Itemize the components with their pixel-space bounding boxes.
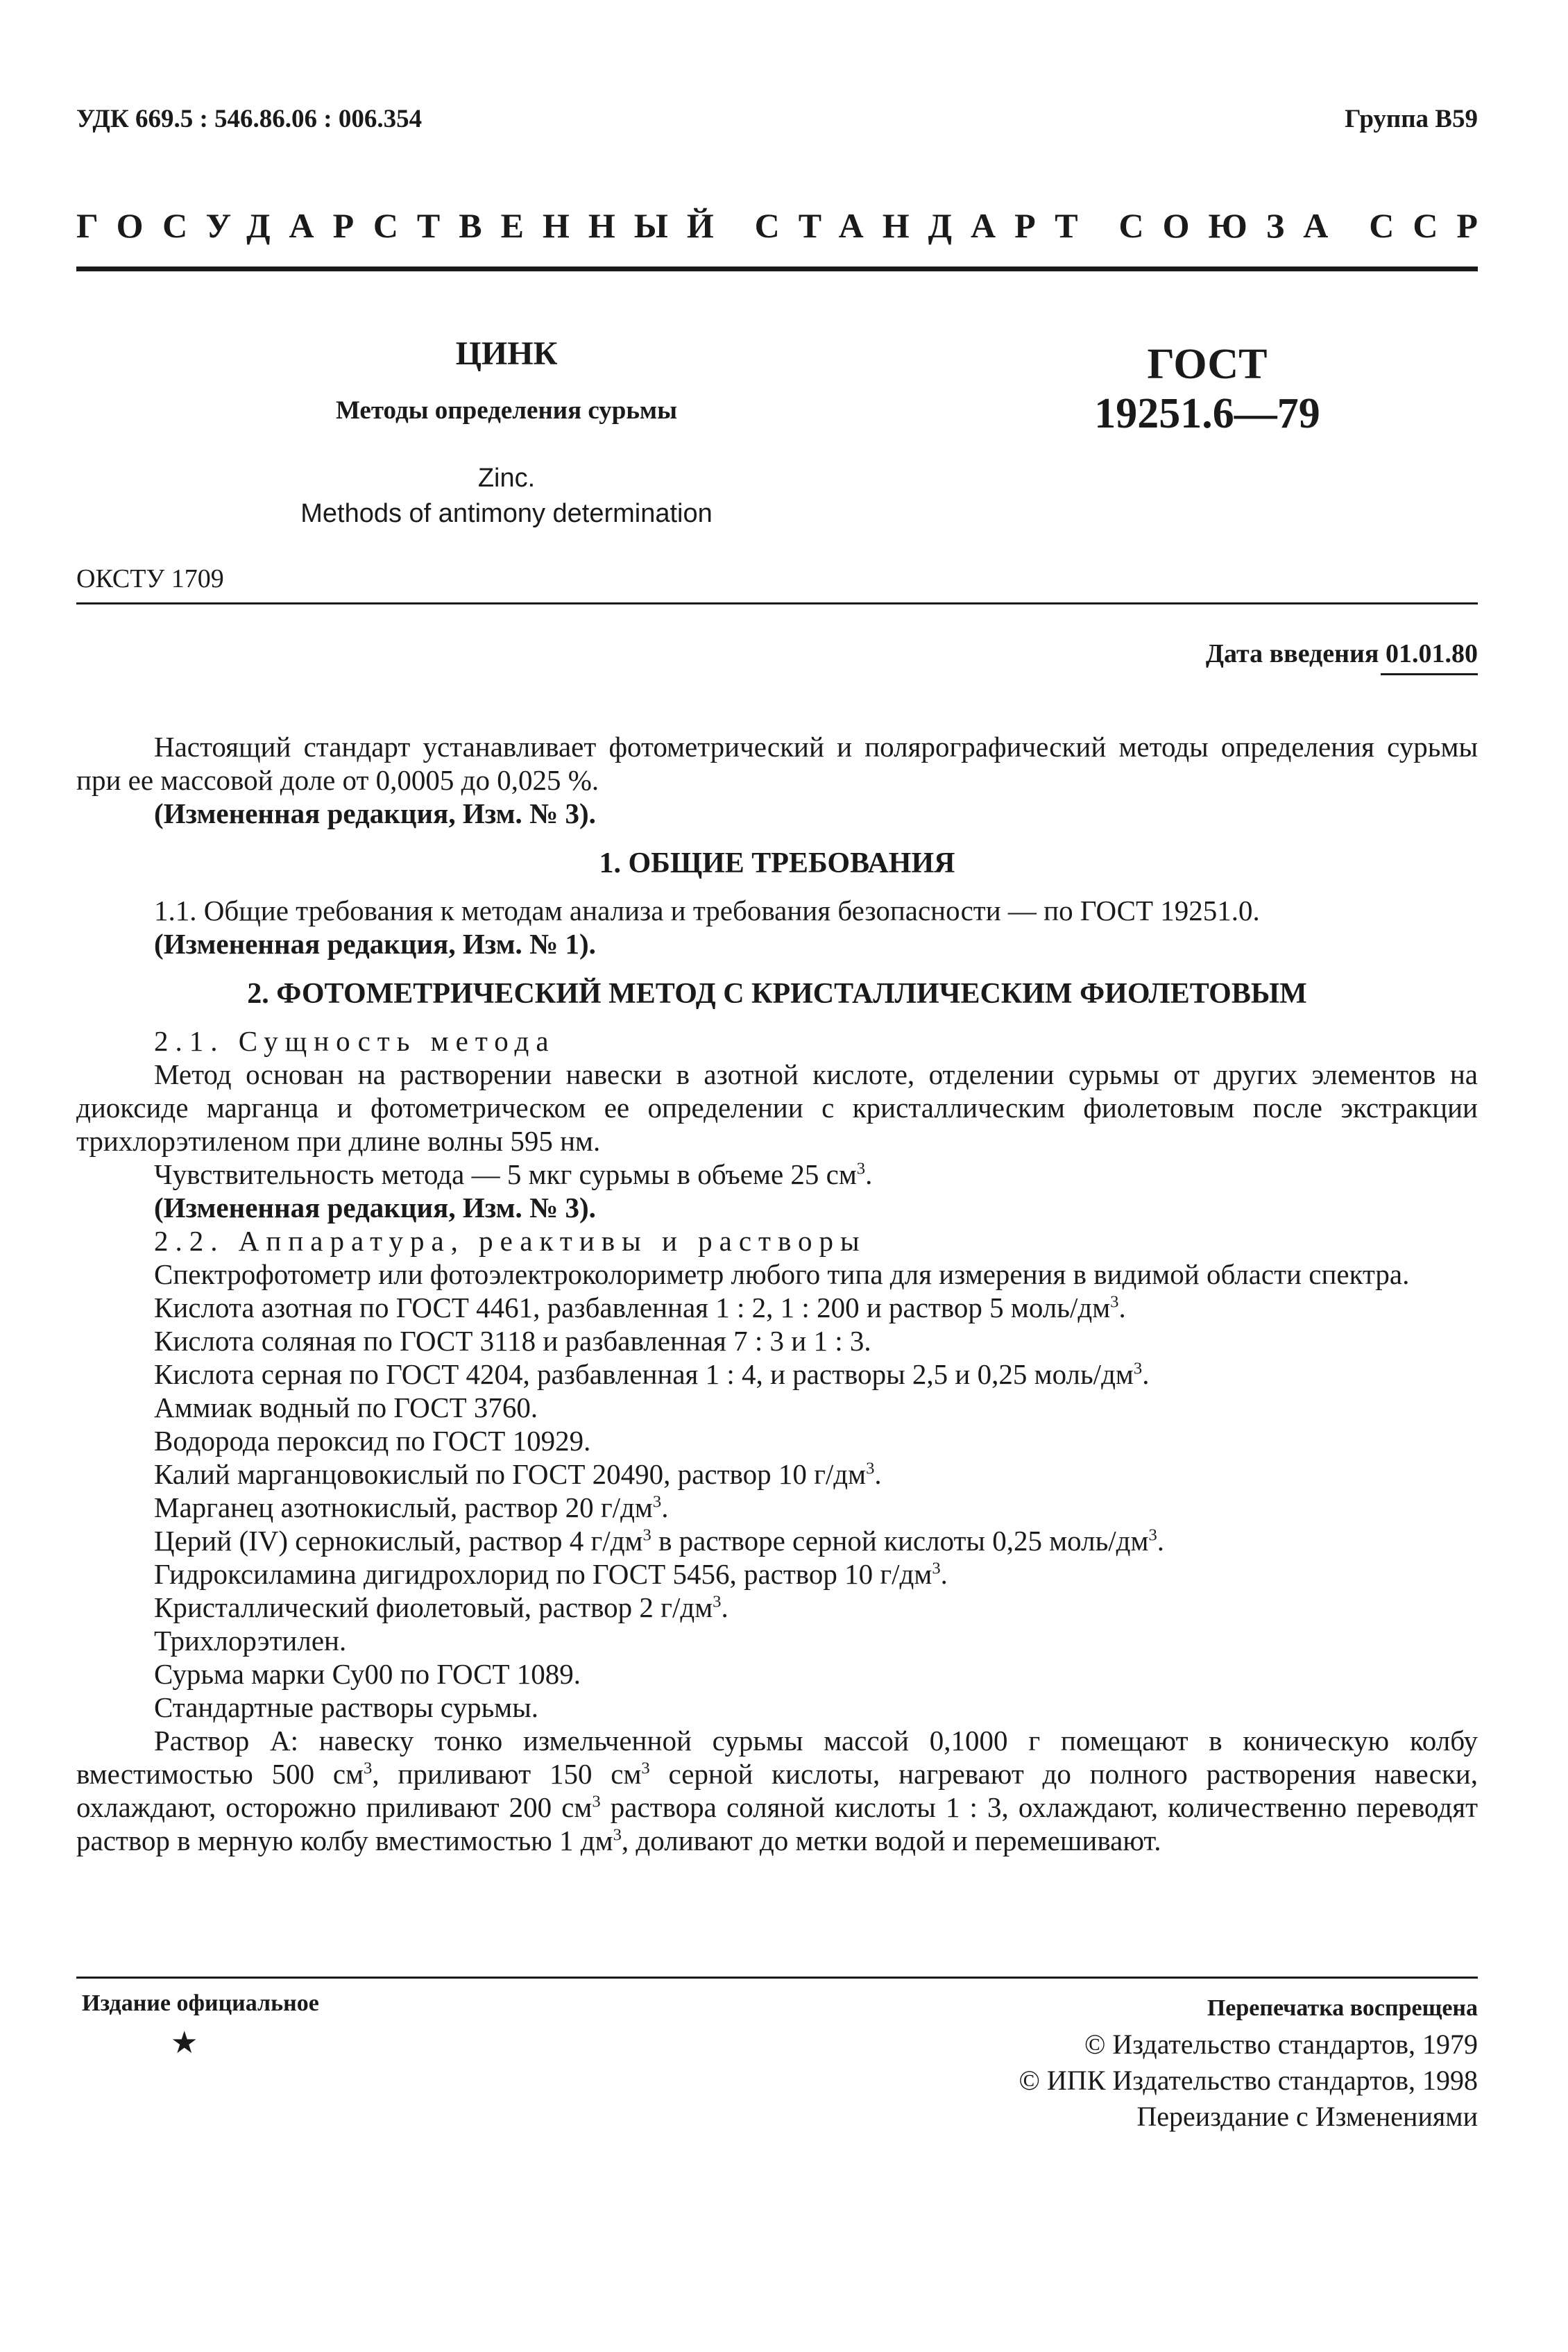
date-label: Дата введения (1205, 639, 1379, 668)
official-edition-label: Издание официальное (82, 1990, 319, 2016)
clause-2-1-title: 2.1. Сущность метода (154, 1025, 556, 1057)
amendment-note: (Измененная редакция, Изм. № 3). (154, 797, 596, 829)
reprint-prohibited: Перепечатка воспрещена (1207, 1995, 1478, 2021)
introduction-date (1206, 638, 1478, 669)
reagent-item: Аммиак водный по ГОСТ 3760. (154, 1391, 538, 1423)
english-title-line: Methods of antimony determination (300, 499, 713, 529)
solution-a-paragraph: Раствор А: навеску тонко измельченной сурьмы массой 0,1000 г помещают в коническую колбу вместимостью 500 $см^3$, приливают 150 $см^3$ серной кислоты, нагревают до полного растворения навески, охлаждают, осторожно приливают 200 $см^3$ раствора соляной кислоты 1 : 3, охлаждают, количественно переводят раствор в мерную колбу вместимостью 1 $дм^3$, доливают до метки водой и перемешивают. (76, 1725, 1478, 1856)
date-underline (1381, 673, 1478, 675)
copyright-block (1019, 1990, 1478, 2135)
date-value: 01.01.80 (1386, 639, 1478, 668)
oksty-code: ОКСТУ 1709 (76, 564, 224, 593)
amendment-note: (Измененная редакция, Изм. № 1). (154, 928, 596, 960)
amendment-note: (Измененная редакция, Изм. № 3). (154, 1192, 596, 1224)
heading-word: ССР (1369, 206, 1497, 245)
gost-number: 19251.6—79 (1094, 390, 1320, 438)
reagent-item: Кислота серная по ГОСТ 4204, разбавленная 1 : 4, и растворы 2,5 и 0,25 моль/$дм^3$. (154, 1358, 1150, 1390)
english-title (250, 461, 763, 532)
reagent-item: Кислота азотная по ГОСТ 4461, разбавленная 1 : 2, 1 : 200 и раствор 5 моль/$дм^3$. (154, 1292, 1126, 1323)
header-rule (76, 266, 1478, 271)
intro-paragraph: Настоящий стандарт устанавливает фотометрический и полярографический методы определения сурьмы при ее массовой доле от 0,0005 до 0,025 %. (76, 731, 1478, 796)
oksty-rule (76, 602, 1478, 604)
gost-label: ГОСТ (1147, 341, 1268, 388)
udk-code: УДК 669.5 : 546.86.06 : 006.354 (76, 105, 423, 133)
clause-2-1-text: Метод основан на растворении навески в азотной кислоте, отделении сурьмы от других элементов на диоксиде марганца и фотометрическом ее определении с кристаллическим фиолетовым после экстракции трихлорэтиленом при длине волны 595 нм. (76, 1058, 1478, 1157)
doc-title: ЦИНК (455, 335, 558, 372)
reagent-item: Церий (IV) сернокислый, раствор 4 $г/дм^3$ в растворе серной кислоты 0,25 моль/$дм^3$. (154, 1525, 1165, 1557)
copyright-line: © ИПК Издательство стандартов, 1998 (1019, 2065, 1478, 2096)
star-icon: ★ (171, 2026, 198, 2060)
reissue-note: Переиздание с Изменениями (1136, 2101, 1478, 2132)
doc-subtitle: Методы определения сурьмы (335, 396, 678, 425)
reagent-item: Гидроксиламина дигидрохлорид по ГОСТ 5456, раствор 10 $г/дм^3$. (154, 1558, 948, 1590)
section-heading: 2. ФОТОМЕТРИЧЕСКИЙ МЕТОД С КРИСТАЛЛИЧЕСКИМ ФИОЛЕТОВЫМ (247, 978, 1307, 1010)
heading-word: СОЮЗА (1118, 206, 1347, 245)
english-title-line: Zinc. (477, 464, 536, 493)
reagent-item: Сурьма марки Су00 по ГОСТ 1089. (154, 1658, 581, 1690)
clause-1-1: 1.1. Общие требования к методам анализа и требования безопасности — по ГОСТ 19251.0. (154, 895, 1260, 927)
section-heading: 1. ОБЩИЕ ТРЕБОВАНИЯ (599, 847, 955, 879)
reagent-item: Стандартные растворы сурьмы. (154, 1691, 539, 1723)
reagent-item: Водорода пероксид по ГОСТ 10929. (154, 1425, 591, 1457)
clause-2-2-title: 2.2. Аппаратура, реактивы и растворы (154, 1225, 867, 1257)
gost-designation (1068, 340, 1346, 439)
footer-rule (76, 1977, 1478, 1979)
reagent-item: Кислота соляная по ГОСТ 3118 и разбавленная 7 : 3 и 1 : 3. (154, 1325, 871, 1357)
reagent-item: Калий марганцовокислый по ГОСТ 20490, раствор 10 $г/дм^3$. (154, 1458, 882, 1490)
reagent-item: Марганец азотнокислый, раствор 20 $г/дм^3$. (154, 1491, 669, 1523)
state-standard-heading (76, 205, 1497, 246)
reagent-item: Кристаллический фиолетовый, раствор 2 $г/дм^3$. (154, 1591, 728, 1623)
heading-word: ГОСУДАРСТВЕННЫЙ (76, 206, 733, 245)
spectrophotometer-line: Спектрофотометр или фотоэлектроколориметр любого типа для измерения в видимой области спектра. (154, 1258, 1410, 1290)
document-body (76, 730, 1478, 1857)
group-code: Группа В59 (1345, 105, 1478, 133)
sensitivity-line: Чувствительность метода — 5 мкг сурьмы в объеме 25 $см^3$. (154, 1158, 873, 1190)
heading-word: СТАНДАРТ (754, 206, 1097, 245)
reagent-item: Трихлорэтилен. (154, 1625, 347, 1657)
copyright-line: © Издательство стандартов, 1979 (1084, 2029, 1478, 2060)
